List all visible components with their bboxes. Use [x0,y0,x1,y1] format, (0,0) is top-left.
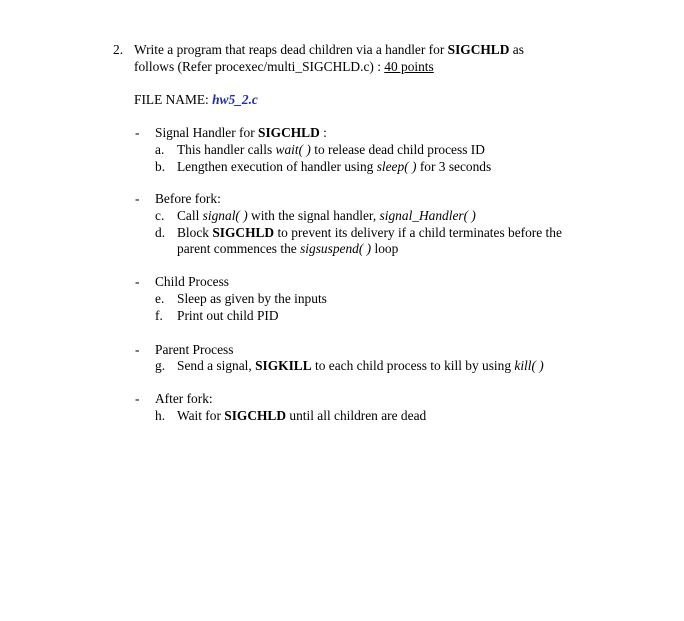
function-name: sigsuspend( ) [300,241,372,256]
item-f: Print out child PID [177,308,279,323]
item-text: Lengthen execution of handler using [177,159,377,174]
item-text: This handler calls [177,142,276,157]
item-text: Send a signal, [177,358,256,373]
item-c [177,207,476,224]
sigkill-keyword: SIGKILL [255,358,312,373]
sigchld-keyword: SIGCHLD [447,42,510,57]
question-text: Write a program that reaps dead children via a handler for [134,42,448,57]
item-letter: g. [155,358,166,373]
file-name-line [134,91,258,108]
bullet-dash: - [135,274,140,289]
question-text: follows (Refer procexec/multi_SIGCHLD.c) : [134,59,385,74]
section-title-text: Signal Handler for [155,125,259,140]
item-g [177,357,544,374]
question-line-1 [134,41,524,58]
question-text: as [509,42,524,57]
section-title-parent-process: Parent Process [155,342,234,357]
section-title-text: : [319,125,327,140]
item-text: Call [177,208,203,223]
item-text: to prevent its delivery if a child terminates before the [274,225,562,240]
question-line-2 [134,58,434,75]
item-text: with the signal handler, [247,208,380,223]
item-letter: f. [155,308,163,323]
item-text: Wait for [177,408,225,423]
item-text: loop [371,241,399,256]
item-b [177,158,491,175]
section-title-before-fork: Before fork: [155,191,221,206]
sigchld-keyword: SIGCHLD [258,125,320,140]
item-text: for 3 seconds [416,159,492,174]
function-name: sleep( ) [376,159,417,174]
item-text: parent commences the [177,241,301,256]
function-name: signal( ) [202,208,248,223]
section-title-after-fork: After fork: [155,391,213,406]
item-letter: h. [155,408,166,423]
bullet-dash: - [135,125,140,140]
file-name-label: FILE NAME: [134,92,213,107]
item-letter: d. [155,225,166,240]
item-text: to release dead child process ID [310,142,485,157]
function-name: kill( ) [514,358,544,373]
item-letter: c. [155,208,165,223]
item-d-continued [177,240,398,257]
item-letter: a. [155,142,165,157]
item-letter: e. [155,291,165,306]
item-text: Block [177,225,213,240]
item-text: to each child process to kill by using [311,358,515,373]
bullet-dash: - [135,391,140,406]
item-d [177,224,562,241]
item-text: until all children are dead [286,408,427,423]
bullet-dash: - [135,342,140,357]
question-number: 2. [113,42,124,57]
sigchld-keyword: SIGCHLD [212,225,275,240]
points-value: 40 points [384,59,434,74]
section-title-child-process: Child Process [155,274,230,289]
function-name: wait( ) [275,142,311,157]
item-letter: b. [155,159,166,174]
section-title-signal-handler [155,124,327,141]
function-name: signal_Handler( ) [379,208,476,223]
bullet-dash: - [135,191,140,206]
item-h [177,407,426,424]
file-name-value: hw5_2.c [212,92,258,107]
sigchld-keyword: SIGCHLD [224,408,287,423]
item-e: Sleep as given by the inputs [177,291,327,306]
item-a [177,141,485,158]
